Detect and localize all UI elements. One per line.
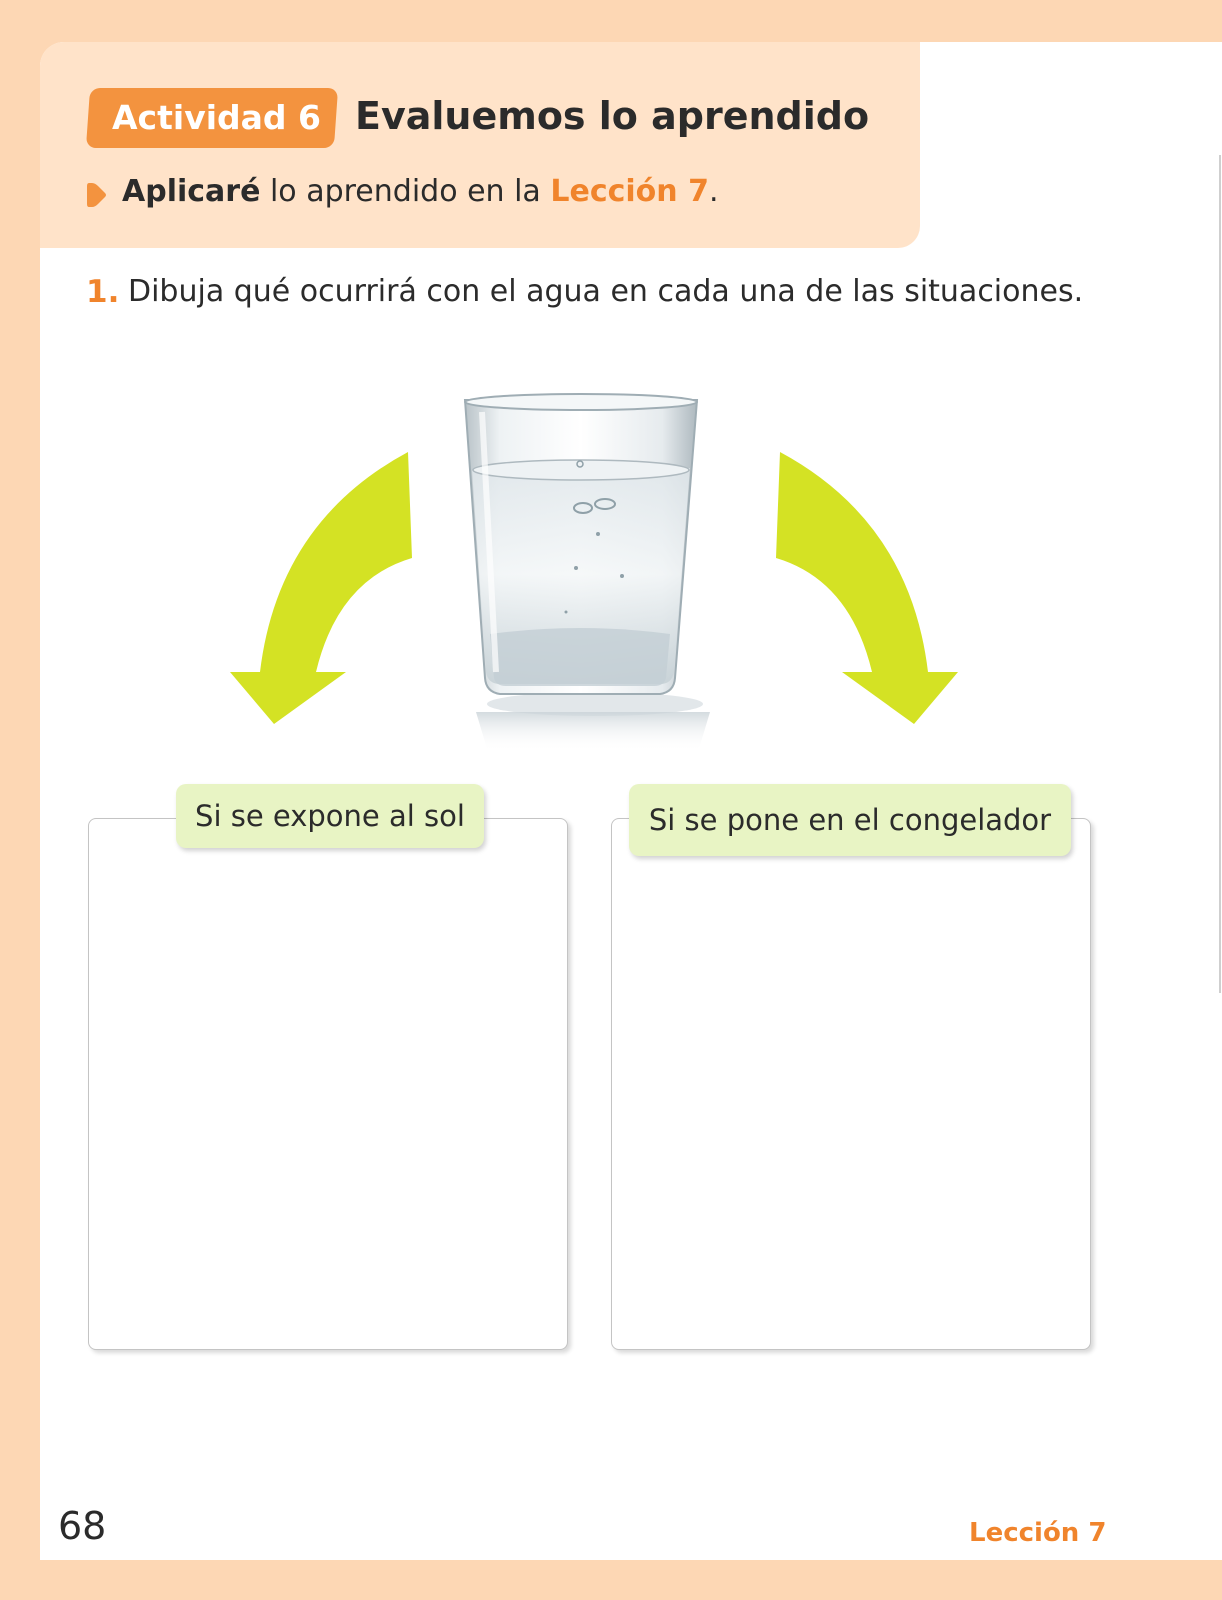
play-bullet-icon xyxy=(86,181,108,209)
drawing-box-sun[interactable] xyxy=(88,818,568,1350)
learning-objective xyxy=(122,174,719,209)
objective-lesson: Lección 7 xyxy=(550,174,709,209)
page-number: 68 xyxy=(58,1504,107,1548)
freezer-situation-label: Si se pone en el congelador xyxy=(629,784,1071,856)
water-glass-illustration xyxy=(220,372,960,752)
sun-situation-label: Si se expone al sol xyxy=(176,784,484,848)
objective-verb: Aplicaré xyxy=(122,174,261,209)
objective-text: lo aprendido en la xyxy=(260,174,551,209)
page-title: Evaluemos lo aprendido xyxy=(355,94,870,138)
activity-label: Actividad 6 xyxy=(112,98,321,137)
footer-lesson-label: Lección 7 xyxy=(969,1518,1107,1548)
drawing-box-freezer[interactable] xyxy=(611,818,1091,1350)
question-text: Dibuja qué ocurrirá con el agua en cada una de las situaciones. xyxy=(128,274,1084,309)
left-curved-arrow xyxy=(230,452,412,724)
objective-end: . xyxy=(708,174,719,209)
glass-of-water xyxy=(465,394,710,752)
right-curved-arrow xyxy=(776,452,958,724)
page-edge-divider xyxy=(1219,155,1221,993)
question-number: 1. xyxy=(86,274,120,310)
